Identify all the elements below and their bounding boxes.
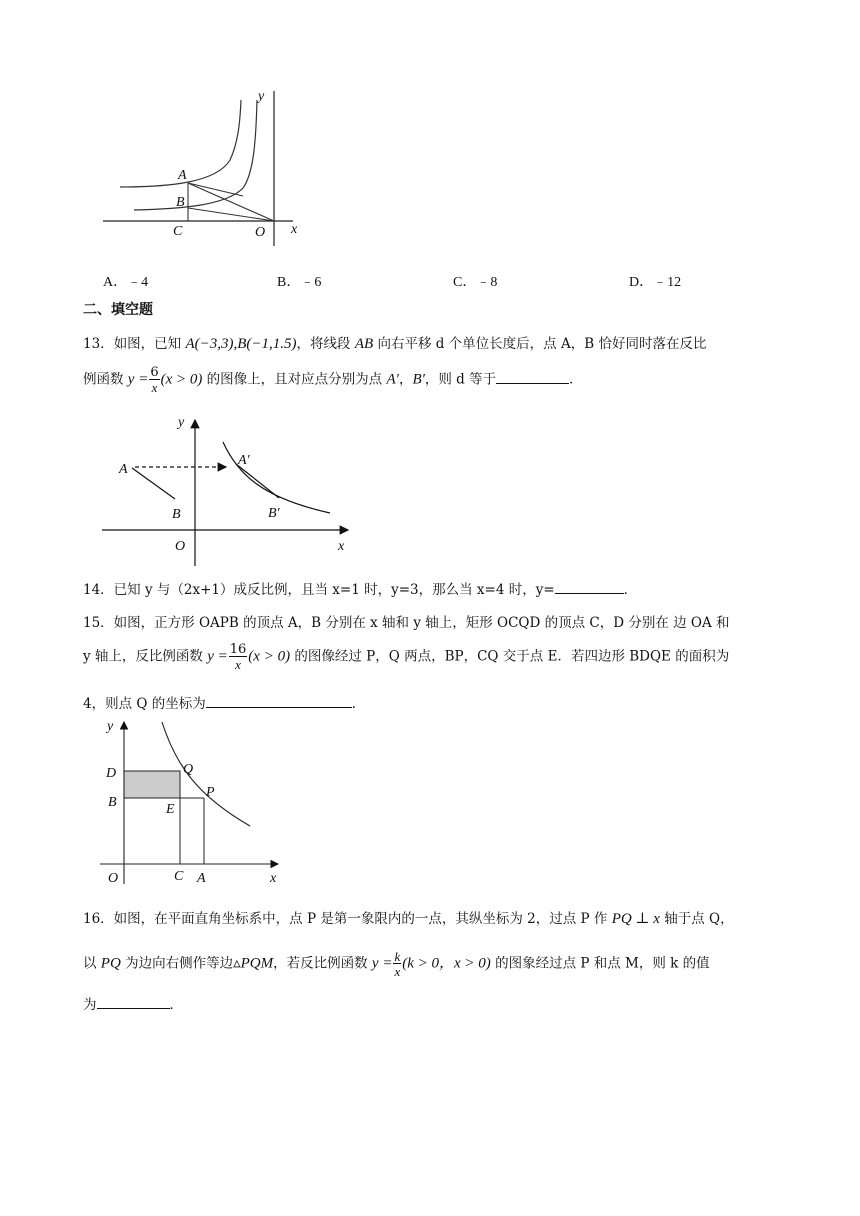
q16-pq: PQ [100, 955, 121, 972]
q13-label-A: A [119, 462, 128, 477]
q15-label-Q: Q [183, 762, 194, 777]
q16-triangle: ▵PQM [233, 955, 274, 972]
q15-line-3 [83, 692, 365, 712]
q15-label-O: O [108, 871, 119, 886]
q15-shaded-BDQE [124, 771, 180, 798]
q16-y-eq: y = [371, 955, 393, 972]
q12-label-A: A [178, 168, 187, 183]
q16-frac-den: x [394, 964, 401, 979]
q12-option-d: D．﹣12 [629, 275, 682, 290]
q15-line-1 [83, 611, 730, 631]
q12-curve-inner [134, 100, 257, 210]
q13-label-B: B [172, 507, 181, 522]
q15-label-y: y [107, 719, 114, 734]
q16-text-3: 为 [83, 997, 97, 1013]
q13-figure [98, 410, 360, 570]
q16-frac-num: k [394, 949, 401, 964]
q13-label-A-prime: A′ [238, 453, 250, 468]
q13-answer-blank[interactable] [496, 371, 569, 384]
q12-figure [98, 88, 318, 248]
q15-label-E: E [166, 802, 175, 817]
q14-answer-blank[interactable] [555, 581, 624, 594]
q16-domain: (k > 0，x > 0) [402, 955, 491, 972]
q12-label-C: C [173, 224, 183, 239]
q13-fraction [149, 366, 159, 394]
section-title: 二、填空题 [83, 302, 153, 318]
q15-text-1: 15．如图，正方形 OAPB 的顶点 A，B 分别在 x 轴和 y 轴上，矩形 OCQD 的顶点 C，D 分别在 边 OA 和 [83, 615, 730, 631]
q12-segment-BO [188, 208, 274, 221]
q15-frac-num: 16 [229, 642, 247, 657]
q13-segment-ApBp [236, 464, 279, 498]
q13-text-f: ，则 d 等于 [424, 371, 497, 388]
q13-label-x: x [338, 539, 345, 554]
q16-text-1a: 16．如图，在平面直角坐标系中，点 P 是第一象限内的一点，其纵坐标为 2，过点 P 作 [83, 911, 612, 927]
q16-end: ． [169, 997, 183, 1013]
q13-B-prime: B′ [412, 371, 425, 388]
q14-line [83, 578, 637, 598]
q15-end: ． [351, 696, 366, 712]
q13-text-c: 向右平移 d 个单位长度后，点 A，B 恰好同时落在反比 [373, 336, 707, 352]
q15-label-B: B [108, 795, 117, 810]
q15-label-A: A [197, 871, 206, 886]
q15-label-P: P [206, 785, 215, 800]
q13-label-y: y [178, 415, 185, 430]
q16-line-3 [83, 993, 183, 1013]
q15-line-2 [83, 643, 729, 671]
q13-points: A(−3,3),B(−1,1.5) [185, 336, 297, 352]
q16-text-2a: 以 [83, 955, 101, 972]
q15-fraction [229, 643, 248, 671]
q15-text-2b: 的图像经过 P，Q 两点，BP，CQ 交于点 E．若四边形 BDQE 的面积为 [290, 648, 730, 665]
q15-answer-blank[interactable] [206, 695, 352, 708]
q13-text-b: ，将线段 [296, 336, 355, 352]
q13-line-1 [83, 332, 706, 353]
q12-segment-AO [188, 183, 274, 221]
q13-frac-den: x [149, 379, 159, 394]
q13-label-O: O [175, 539, 186, 554]
q13-number: 13． [83, 336, 114, 352]
q12-option-c: C．﹣8 [453, 275, 498, 290]
q15-label-C: C [174, 869, 184, 884]
q15-y-eq: y = [207, 648, 228, 665]
q13-A-prime: A′ [386, 371, 399, 388]
q14-text: 14．已知 y 与（2x+1）成反比例，且当 x=1 时，y=3，那么当 x=4 时，y= [83, 582, 555, 598]
q15-text-2a: y 轴上，反比例函数 [83, 648, 208, 665]
q15-label-x: x [270, 871, 277, 886]
q12-segment-AB-tangent [188, 183, 243, 196]
q14-end: ． [623, 582, 638, 598]
q12-option-b: B．﹣6 [277, 275, 322, 290]
q16-line-2 [83, 950, 710, 978]
q13-label-B-prime: B′ [268, 506, 280, 521]
q13-line-2 [83, 366, 583, 394]
q15-frac-den: x [229, 656, 248, 671]
q16-text-2b: 为边向右侧作等边 [120, 955, 234, 972]
q13-end: ． [569, 371, 583, 388]
q15-label-D: D [106, 766, 117, 781]
q16-line-1 [83, 907, 734, 928]
q13-text-e: 的图像上，且对应点分别为点 [202, 371, 387, 388]
q13-text-a: 如图，已知 [113, 336, 186, 352]
q15-text-3: 4，则点 Q 的坐标为 [83, 696, 206, 712]
q15-figure [98, 716, 290, 888]
q13-frac-num: 6 [150, 365, 159, 380]
q16-perp: PQ ⊥ x [611, 911, 660, 927]
q16-text-1b: 轴于点 Q， [659, 911, 734, 927]
q13-segment-AB [132, 468, 175, 499]
q12-option-a: A．﹣4 [103, 275, 149, 290]
q15-domain: (x > 0) [248, 648, 291, 665]
q16-text-2c: ，若反比例函数 [273, 955, 372, 972]
q16-answer-blank[interactable] [97, 996, 170, 1009]
q13-y-eq: y = [127, 371, 149, 388]
q13-segment: AB [354, 336, 374, 352]
q13-comma: ， [398, 371, 413, 388]
q16-text-2d: 的图象经过点 P 和点 M，则 k 的值 [490, 955, 710, 972]
q12-label-O: O [255, 225, 266, 240]
q13-domain: (x > 0) [160, 371, 203, 388]
q12-label-y: y [258, 89, 265, 104]
q12-label-B: B [176, 195, 185, 210]
q13-text-d: 例函数 [83, 371, 128, 388]
q16-fraction [393, 950, 401, 978]
q12-label-x: x [291, 222, 298, 237]
